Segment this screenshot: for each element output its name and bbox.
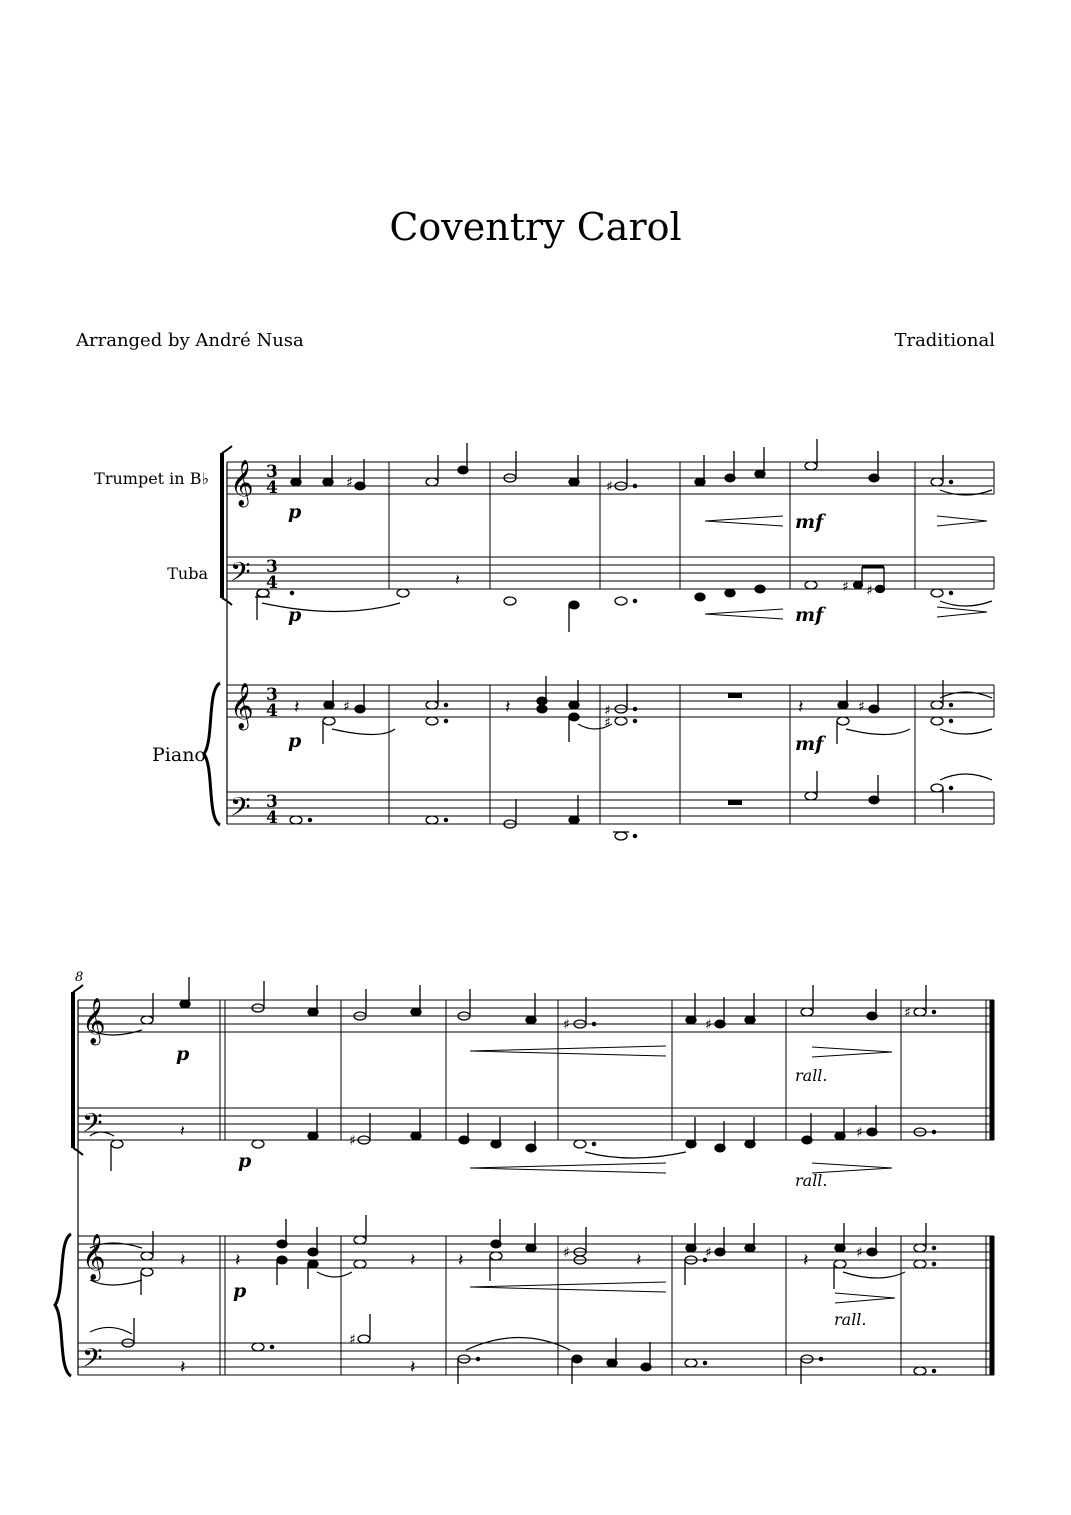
svg-text:♯: ♯ <box>842 579 849 595</box>
clefs-system-2 <box>82 998 106 1380</box>
svg-text:3: 3 <box>266 792 278 812</box>
svg-text:♯: ♯ <box>604 715 611 731</box>
dynamic-mark: p <box>288 501 302 523</box>
svg-text:♯: ♯ <box>904 1005 911 1021</box>
system-1 <box>204 446 994 825</box>
dynamic-mark: mf <box>795 511 824 533</box>
svg-text:♯: ♯ <box>343 699 350 715</box>
svg-text:4: 4 <box>266 808 278 828</box>
svg-text:𝄽: 𝄽 <box>798 697 804 718</box>
treble-clef-icon: 𝄞 <box>230 683 254 729</box>
piano-label: Piano <box>152 744 206 766</box>
svg-text:𝄽: 𝄽 <box>180 1357 186 1378</box>
svg-text:𝄽: 𝄽 <box>180 1121 185 1140</box>
dynamic-mark: p <box>233 1280 247 1302</box>
piano-lh-staff-1 <box>227 792 994 824</box>
trumpet-label: Trumpet in B♭ <box>94 469 209 488</box>
svg-text:♯: ♯ <box>349 1133 356 1149</box>
treble-clef-icon: 𝄞 <box>230 460 254 506</box>
svg-text:♯: ♯ <box>856 1245 863 1261</box>
hairpins-system-2 <box>470 1046 895 1303</box>
dynamic-mark: p <box>288 730 302 752</box>
svg-text:♯: ♯ <box>563 1245 570 1261</box>
tempo-mark: rall. <box>795 1171 828 1190</box>
svg-text:♯: ♯ <box>346 475 353 491</box>
tempo-mark: rall. <box>834 1310 867 1329</box>
svg-text:𝄽: 𝄽 <box>636 1250 642 1271</box>
svg-text:♯: ♯ <box>866 583 873 599</box>
svg-text:𝄽: 𝄽 <box>505 697 511 718</box>
svg-text:♯: ♯ <box>858 699 865 715</box>
trumpet-staff-2 <box>78 1000 994 1032</box>
svg-text:♯: ♯ <box>705 1017 712 1033</box>
svg-text:♯: ♯ <box>705 1245 712 1261</box>
svg-text:3: 3 <box>266 462 278 482</box>
dynamics-layer <box>75 501 867 1329</box>
svg-text:♯: ♯ <box>606 479 613 495</box>
clefs-system-1 <box>230 460 278 829</box>
svg-text:𝄽: 𝄽 <box>803 1250 809 1271</box>
treble-clef-icon: 𝄞 <box>82 1234 106 1280</box>
svg-text:♯: ♯ <box>856 1125 863 1141</box>
svg-text:♯: ♯ <box>349 1332 356 1348</box>
svg-text:𝄽: 𝄽 <box>410 1250 416 1271</box>
bass-clef-icon: 𝄢 <box>82 1107 103 1145</box>
notes-system-1 <box>255 439 992 840</box>
dynamic-mark: p <box>288 604 302 626</box>
svg-text:𝄽: 𝄽 <box>235 1250 241 1271</box>
svg-text:4: 4 <box>266 573 278 593</box>
bass-clef-icon: 𝄢 <box>230 791 251 829</box>
svg-text:𝄽: 𝄽 <box>455 570 460 589</box>
composer-credit: Traditional <box>894 330 995 351</box>
piece-title: Coventry Carol <box>389 205 682 249</box>
svg-text:𝄽: 𝄽 <box>458 1250 464 1271</box>
tuba-staff-1 <box>227 557 994 589</box>
svg-text:𝄽: 𝄽 <box>294 697 300 718</box>
bass-clef-icon: 𝄢 <box>230 556 251 594</box>
dynamic-mark: mf <box>795 733 824 755</box>
svg-text:𝄽: 𝄽 <box>180 1250 186 1271</box>
svg-text:♯: ♯ <box>563 1017 570 1033</box>
svg-text:♯: ♯ <box>604 703 611 719</box>
treble-clef-icon: 𝄞 <box>82 998 106 1044</box>
measure-number: 8 <box>75 970 84 985</box>
svg-text:3: 3 <box>266 685 278 705</box>
dynamic-mark: mf <box>795 604 824 626</box>
svg-text:𝄽: 𝄽 <box>410 1357 416 1378</box>
svg-text:4: 4 <box>266 701 278 721</box>
dynamic-mark: p <box>176 1043 190 1065</box>
dynamic-mark: p <box>238 1150 252 1172</box>
tuba-label: Tuba <box>167 564 208 583</box>
svg-text:4: 4 <box>266 478 278 498</box>
svg-text:3: 3 <box>266 557 278 577</box>
arranger-credit: Arranged by André Nusa <box>76 330 304 351</box>
hairpins-system-1 <box>705 516 987 619</box>
piano-lh-staff-2 <box>78 1343 994 1375</box>
tempo-mark: rall. <box>795 1066 828 1085</box>
bass-clef-icon: 𝄢 <box>82 1342 103 1380</box>
